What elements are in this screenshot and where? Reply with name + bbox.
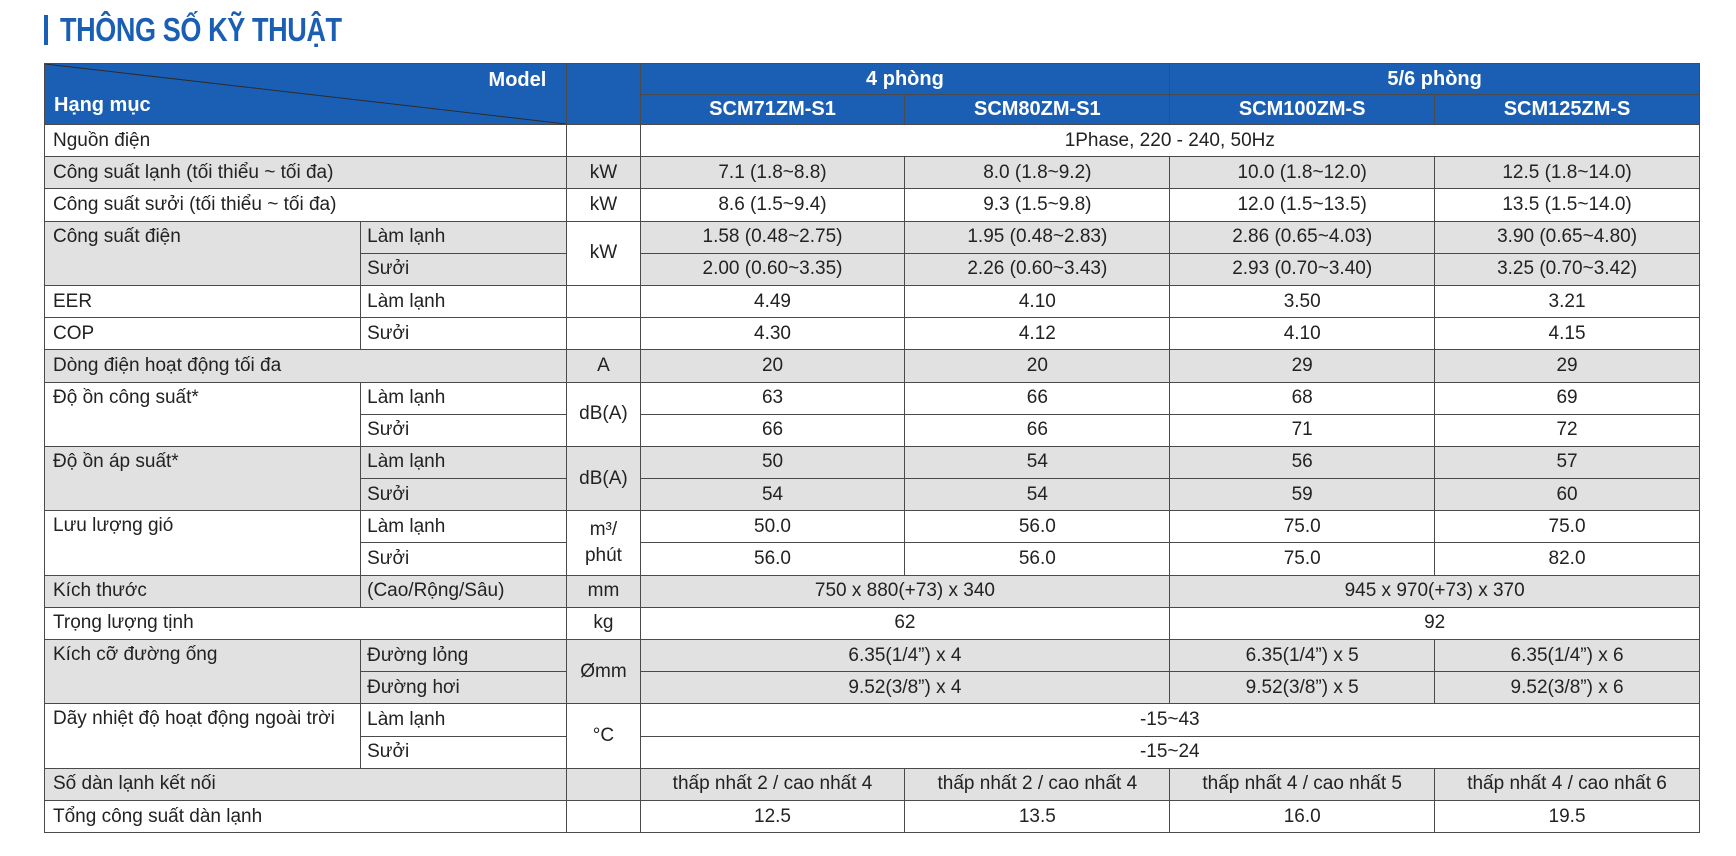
value-cell: 4.15: [1435, 318, 1700, 350]
header-group-56-rooms: 5/6 phòng: [1170, 64, 1700, 95]
table-row: [45, 800, 1700, 832]
row-label: Công suất lạnh (tối thiểu ~ tối đa): [45, 157, 567, 189]
unit-line-1: m³/: [589, 518, 618, 540]
value-cell: 4.10: [905, 285, 1170, 317]
sub-label: Đường lỏng: [361, 640, 567, 672]
row-label: Kích cỡ đường ống: [45, 640, 361, 704]
unit-cell: Ømm: [567, 640, 640, 704]
header-model-3: SCM100ZM-S: [1170, 95, 1435, 125]
value-cell: 75.0: [1435, 511, 1700, 543]
row-label: EER: [45, 285, 361, 317]
sub-label: (Cao/Rộng/Sâu): [361, 575, 567, 607]
row-label: Công suất sưởi (tối thiểu ~ tối đa): [45, 189, 567, 221]
value-cell: thấp nhất 2 / cao nhất 4: [905, 768, 1170, 800]
sub-label: Làm lạnh: [361, 221, 567, 253]
value-cell: 1Phase, 220 - 240, 50Hz: [640, 125, 1699, 157]
row-label: Nguồn điện: [45, 125, 567, 157]
page-title: THÔNG SỐ KỸ THUẬT: [60, 11, 342, 48]
table-row: [45, 350, 1700, 382]
value-cell: 8.0 (1.8~9.2): [905, 157, 1170, 189]
sub-label: Sưởi: [361, 479, 567, 511]
title-accent-bar: [44, 15, 48, 45]
value-cell: 62: [640, 607, 1170, 639]
unit-cell: °C: [567, 704, 640, 768]
row-label: Kích thước: [45, 575, 361, 607]
unit-cell: [567, 318, 640, 350]
value-cell: 82.0: [1435, 543, 1700, 575]
unit-cell: [567, 125, 640, 157]
value-cell: 6.35(1/4”) x 6: [1435, 640, 1700, 672]
row-label: Độ ồn áp suất*: [45, 446, 361, 510]
value-cell: 12.5 (1.8~14.0): [1435, 157, 1700, 189]
table-row: [45, 285, 1700, 317]
value-cell: 3.21: [1435, 285, 1700, 317]
header-model-4: SCM125ZM-S: [1435, 95, 1700, 125]
value-cell: 3.50: [1170, 285, 1435, 317]
sub-label: Sưởi: [361, 253, 567, 285]
header-model-1: SCM71ZM-S1: [640, 95, 905, 125]
sub-label: Sưởi: [361, 543, 567, 575]
table-row: [45, 318, 1700, 350]
value-cell: 59: [1170, 479, 1435, 511]
value-cell: 20: [905, 350, 1170, 382]
value-cell: 3.25 (0.70~3.42): [1435, 253, 1700, 285]
value-cell: 50.0: [640, 511, 905, 543]
value-cell: 4.10: [1170, 318, 1435, 350]
value-cell: 50: [640, 446, 905, 478]
row-label: Độ ồn công suất*: [45, 382, 361, 446]
value-cell: 56: [1170, 446, 1435, 478]
header-model-label: Model: [488, 69, 547, 91]
value-cell: 9.52(3/8”) x 5: [1170, 672, 1435, 704]
value-cell: 29: [1170, 350, 1435, 382]
value-cell: 6.35(1/4”) x 4: [640, 640, 1170, 672]
value-cell: 945 x 970(+73) x 370: [1170, 575, 1700, 607]
sub-label: Làm lạnh: [361, 446, 567, 478]
value-cell: 69: [1435, 382, 1700, 414]
unit-cell: kW: [567, 189, 640, 221]
unit-cell: mm: [567, 575, 640, 607]
value-cell: thấp nhất 4 / cao nhất 6: [1435, 768, 1700, 800]
value-cell: 29: [1435, 350, 1700, 382]
table-row: [45, 640, 1700, 672]
value-cell: -15~43: [640, 704, 1699, 736]
spec-table: [44, 63, 1700, 833]
value-cell: 10.0 (1.8~12.0): [1170, 157, 1435, 189]
table-row: [45, 575, 1700, 607]
value-cell: 71: [1170, 414, 1435, 446]
header-corner: [45, 64, 567, 125]
value-cell: 54: [905, 446, 1170, 478]
header-model-2: SCM80ZM-S1: [905, 95, 1170, 125]
row-label: Công suất điện: [45, 221, 361, 285]
value-cell: 75.0: [1170, 543, 1435, 575]
value-cell: -15~24: [640, 736, 1699, 768]
value-cell: 54: [640, 479, 905, 511]
value-cell: 3.90 (0.65~4.80): [1435, 221, 1700, 253]
unit-cell: A: [567, 350, 640, 382]
table-row: [45, 511, 1700, 543]
value-cell: 12.0 (1.5~13.5): [1170, 189, 1435, 221]
sub-label: Làm lạnh: [361, 285, 567, 317]
value-cell: 6.35(1/4”) x 5: [1170, 640, 1435, 672]
value-cell: 1.95 (0.48~2.83): [905, 221, 1170, 253]
value-cell: 19.5: [1435, 800, 1700, 832]
row-label: Dòng điện hoạt động tối đa: [45, 350, 567, 382]
header-category-label: Hạng mục: [54, 94, 151, 116]
value-cell: 56.0: [905, 543, 1170, 575]
table-row: [45, 189, 1700, 221]
value-cell: 68: [1170, 382, 1435, 414]
table-row: [45, 382, 1700, 414]
value-cell: 8.6 (1.5~9.4): [640, 189, 905, 221]
sub-label: Sưởi: [361, 414, 567, 446]
sub-label: Làm lạnh: [361, 382, 567, 414]
row-label: Lưu lượng gió: [45, 511, 361, 575]
value-cell: 2.26 (0.60~3.43): [905, 253, 1170, 285]
table-row: [45, 157, 1700, 189]
unit-line-2: phút: [584, 544, 622, 566]
value-cell: 2.00 (0.60~3.35): [640, 253, 905, 285]
table-row: [45, 768, 1700, 800]
sub-label: Làm lạnh: [361, 511, 567, 543]
value-cell: 4.12: [905, 318, 1170, 350]
unit-cell: [567, 511, 640, 575]
section-title: [44, 8, 404, 52]
value-cell: 56.0: [640, 543, 905, 575]
value-cell: 66: [905, 414, 1170, 446]
row-label: Tổng công suất dàn lạnh: [45, 800, 567, 832]
value-cell: 13.5: [905, 800, 1170, 832]
unit-cell: [567, 768, 640, 800]
row-label: Dãy nhiệt độ hoạt động ngoài trời: [45, 704, 361, 768]
value-cell: 92: [1170, 607, 1700, 639]
value-cell: 63: [640, 382, 905, 414]
value-cell: 1.58 (0.48~2.75): [640, 221, 905, 253]
value-cell: 75.0: [1170, 511, 1435, 543]
value-cell: 9.52(3/8”) x 6: [1435, 672, 1700, 704]
table-row: [45, 221, 1700, 253]
value-cell: 7.1 (1.8~8.8): [640, 157, 905, 189]
row-label: Số dàn lạnh kết nối: [45, 768, 567, 800]
value-cell: 16.0: [1170, 800, 1435, 832]
header-group-4-rooms: 4 phòng: [640, 64, 1170, 95]
sub-label: Sưởi: [361, 736, 567, 768]
table-row: [45, 704, 1700, 736]
value-cell: 12.5: [640, 800, 905, 832]
value-cell: 20: [640, 350, 905, 382]
unit-cell: kW: [567, 157, 640, 189]
table-row: [45, 125, 1700, 157]
sub-label: Đường hơi: [361, 672, 567, 704]
value-cell: thấp nhất 2 / cao nhất 4: [640, 768, 905, 800]
header-unit-cell: [567, 64, 640, 125]
value-cell: 54: [905, 479, 1170, 511]
unit-cell: kW: [567, 221, 640, 285]
sub-label: Làm lạnh: [361, 704, 567, 736]
table-row: [45, 446, 1700, 478]
row-label: COP: [45, 318, 361, 350]
value-cell: 56.0: [905, 511, 1170, 543]
value-cell: 4.49: [640, 285, 905, 317]
value-cell: 2.86 (0.65~4.03): [1170, 221, 1435, 253]
value-cell: 2.93 (0.70~3.40): [1170, 253, 1435, 285]
value-cell: 9.3 (1.5~9.8): [905, 189, 1170, 221]
value-cell: 57: [1435, 446, 1700, 478]
value-cell: 750 x 880(+73) x 340: [640, 575, 1170, 607]
table-row: [45, 607, 1700, 639]
unit-cell: [567, 800, 640, 832]
value-cell: 9.52(3/8”) x 4: [640, 672, 1170, 704]
value-cell: 60: [1435, 479, 1700, 511]
value-cell: 66: [905, 382, 1170, 414]
value-cell: 4.30: [640, 318, 905, 350]
unit-cell: dB(A): [567, 446, 640, 510]
sub-label: Sưởi: [361, 318, 567, 350]
unit-cell: dB(A): [567, 382, 640, 446]
value-cell: 72: [1435, 414, 1700, 446]
unit-cell: kg: [567, 607, 640, 639]
value-cell: 13.5 (1.5~14.0): [1435, 189, 1700, 221]
unit-cell: [567, 285, 640, 317]
row-label: Trọng lượng tịnh: [45, 607, 567, 639]
value-cell: 66: [640, 414, 905, 446]
value-cell: thấp nhất 4 / cao nhất 5: [1170, 768, 1435, 800]
